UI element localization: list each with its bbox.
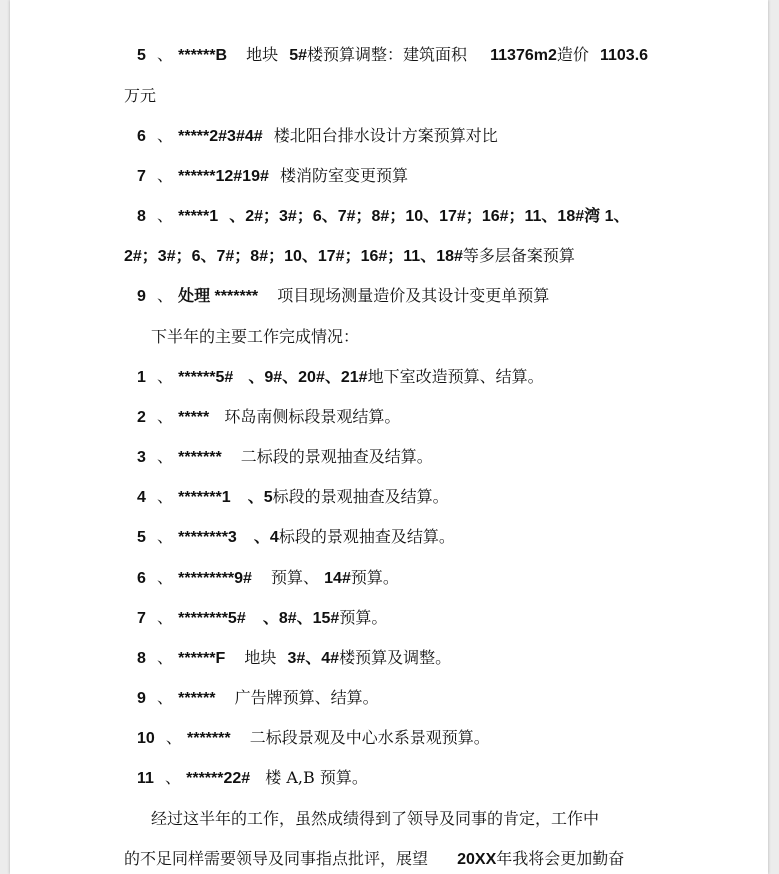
- year-text: 20XX: [457, 851, 497, 868]
- separator: 、: [157, 568, 174, 587]
- list-item: [137, 206, 629, 227]
- item-text: 楼 A,B 预算。: [265, 768, 368, 787]
- section-heading: 下半年的主要工作完成情况：: [151, 327, 360, 346]
- item-text: 二标段的景观抽查及结算。: [240, 447, 433, 466]
- item-number: 5: [137, 529, 146, 546]
- separator: 、: [157, 367, 174, 386]
- item-code: 5#: [289, 47, 308, 64]
- separator: 、: [157, 166, 174, 185]
- item-text: 楼北阳台排水设计方案预算对比: [273, 126, 498, 145]
- item-code: *****: [178, 409, 210, 426]
- item-text: 预算、: [271, 568, 320, 587]
- item-code: *****2#3#4#: [178, 128, 263, 145]
- item-code: ******: [178, 690, 216, 707]
- separator: 、: [165, 728, 182, 747]
- item-text: 楼消防室变更预算: [279, 166, 408, 185]
- separator: 、: [165, 768, 182, 787]
- item-code: 、9#、20#、21#: [248, 369, 368, 386]
- item-text: 二标段景观及中心水系景观预算。: [249, 728, 490, 747]
- item-code: *******: [178, 449, 222, 466]
- item-text: 楼预算及调整。: [339, 648, 452, 667]
- paragraph-text: 万元: [124, 86, 157, 105]
- item-code: 、8#、15#: [262, 610, 340, 627]
- item-code: *******1: [178, 489, 231, 506]
- item-number: 7: [137, 610, 146, 627]
- list-item: [137, 728, 490, 749]
- list-item: [137, 286, 549, 307]
- item-code: ******22#: [186, 770, 251, 787]
- item-text: 地下室改造预算、结算。: [367, 367, 544, 386]
- item-text: 地块: [246, 45, 279, 64]
- item-number: 7: [137, 168, 146, 185]
- item-number: 6: [137, 570, 146, 587]
- item-text: 楼预算调整：建筑面积: [307, 45, 468, 64]
- item-number: 9: [137, 288, 146, 305]
- list-item: [137, 527, 455, 548]
- item-number: 6: [137, 128, 146, 145]
- separator: 、: [157, 45, 174, 64]
- paragraph-segment: 年我将会更加勤奋: [496, 849, 625, 868]
- item-code: *****1: [178, 208, 219, 225]
- list-item: [137, 688, 379, 709]
- item-code: *******: [187, 730, 231, 747]
- paragraph-text: [124, 849, 624, 870]
- list-item: [137, 166, 408, 187]
- item-text: 造价: [556, 45, 589, 64]
- item-code: ******12#19#: [178, 168, 269, 185]
- list-item: [137, 648, 451, 669]
- item-number: 9: [137, 690, 146, 707]
- item-value: 1103.6: [599, 47, 649, 64]
- item-code: 3#、4#: [287, 650, 340, 667]
- item-code: 、4: [253, 529, 279, 546]
- item-number: 10: [137, 730, 155, 747]
- item-code: 2#；3#；6、7#；8#；10、17#；16#；11、18#: [124, 248, 463, 265]
- item-number: 3: [137, 449, 146, 466]
- separator: 、: [157, 648, 174, 667]
- item-number: 8: [137, 650, 146, 667]
- item-value: 11376m2: [490, 47, 557, 64]
- list-item: [137, 45, 648, 66]
- list-item: [137, 768, 368, 789]
- separator: 、: [157, 688, 174, 707]
- item-text: 项目现场测量造价及其设计变更单预算: [277, 286, 550, 305]
- item-number: 4: [137, 489, 146, 506]
- item-code: ******5#: [178, 369, 234, 386]
- item-number: 11: [137, 770, 154, 787]
- list-item: [137, 608, 387, 629]
- item-number: 5: [137, 47, 146, 64]
- item-number: 8: [137, 208, 146, 225]
- item-code: 处理 *******: [178, 288, 259, 305]
- item-code: 、5: [247, 489, 273, 506]
- list-item: [137, 126, 498, 147]
- item-code: ********3: [178, 529, 237, 546]
- item-code: ******B: [178, 47, 228, 64]
- item-text: 、2#；3#；6、7#；8#；10、17#；16#；11、18#湾 1、: [229, 208, 630, 225]
- item-code: ******F: [178, 650, 226, 667]
- item-code: 14#: [324, 570, 351, 587]
- item-text: 环岛南侧标段景观结算。: [224, 407, 401, 426]
- document-page: [10, 0, 768, 874]
- item-text: 等多层备案预算: [462, 246, 575, 265]
- separator: 、: [157, 286, 174, 305]
- separator: 、: [157, 206, 174, 225]
- item-text: 预算。: [339, 608, 388, 627]
- item-code: *********9#: [178, 570, 252, 587]
- item-number: 1: [137, 369, 146, 386]
- item-text: 地块: [244, 648, 277, 667]
- paragraph-text: 经过这半年的工作，虽然成绩得到了领导及同事的肯定，工作中: [151, 809, 600, 828]
- item-text: 标段的景观抽查及结算。: [272, 487, 449, 506]
- list-item: [137, 407, 400, 428]
- item-number: 2: [137, 409, 146, 426]
- list-item: [137, 568, 399, 589]
- item-text: 预算。: [350, 568, 399, 587]
- separator: 、: [157, 527, 174, 546]
- separator: 、: [157, 608, 174, 627]
- item-text: 广告牌预算、结算。: [234, 688, 379, 707]
- separator: 、: [157, 407, 174, 426]
- item-code: ********5#: [178, 610, 246, 627]
- paragraph-segment: 的不足同样需要领导及同事指点批评，展望: [124, 849, 429, 868]
- separator: 、: [157, 126, 174, 145]
- list-item: [137, 367, 544, 388]
- separator: 、: [157, 447, 174, 466]
- list-item-continued: [124, 246, 575, 267]
- item-text: 标段的景观抽查及结算。: [278, 527, 455, 546]
- list-item: [137, 487, 449, 508]
- separator: 、: [157, 487, 174, 506]
- list-item: [137, 447, 433, 468]
